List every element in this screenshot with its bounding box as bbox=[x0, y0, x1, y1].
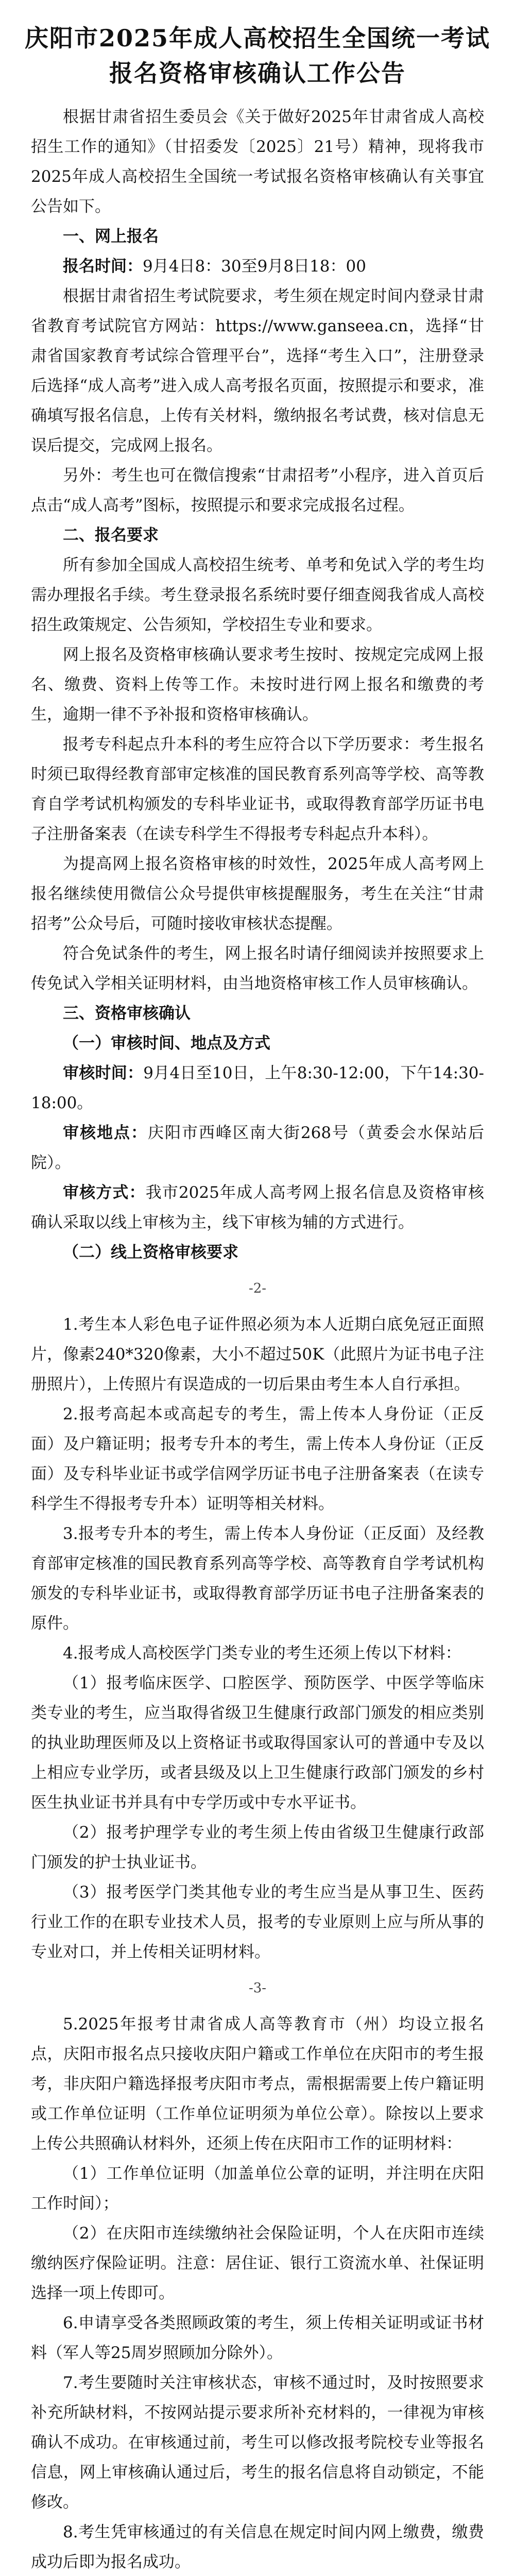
title-line-2: 报名资格审核确认工作公告 bbox=[109, 59, 406, 87]
section-1-heading: 一、网上报名 bbox=[63, 227, 159, 246]
section-2-paragraph-2: 网上报名及资格审核确认要求考生按时、按规定完成网上报名、缴费、资料上传等工作。未按时进行网上报名和缴费的考生，逾期一律不予补报和资格审核确认。 bbox=[31, 646, 484, 724]
review-time-label: 审核时间： bbox=[63, 1064, 144, 1082]
online-requirement-6: 6.申请享受各类照顾政策的考生，须上传相关证明或证书材料（军人等25周岁照顾加分除外）。 bbox=[31, 2314, 484, 2362]
online-requirement-5b: （2）在庆阳市连续缴纳社会保险证明，个人在庆阳市连续缴纳医疗保险证明。注意：居住证、银行工资流水单、社保证明选择一项上传即可。 bbox=[31, 2224, 484, 2302]
online-requirement-5: 5.2025年报考甘肃省成人高等教育市（州）均设立报名点，庆阳市报名点只接收庆阳户籍或工作单位在庆阳市的考生报考，非庆阳户籍选择报考庆阳市考点，需根据需要上传户籍证明或工作单位证明（工作单位证明须为单位公章）。除按以上要求上传公共照确认材料外，还须上传在庆阳市工作的证明材料： bbox=[31, 2015, 484, 2153]
section-2-paragraph-1: 所有参加全国成人高校招生统考、单考和免试入学的考生均需办理报名手续。考生登录报名系统时要仔细查阅我省成人高校招生政策规定、公告须知，学校招生专业和要求。 bbox=[31, 556, 484, 634]
online-requirement-5a: （1）工作单位证明（加盖单位公章的证明，并注明在庆阳工作时间）； bbox=[31, 2164, 484, 2213]
notice-title bbox=[0, 21, 515, 91]
section-2-paragraph-4: 为提高网上报名资格审核的时效性，2025年成人高考网上报名继续使用微信公众号提供审核提醒服务，考生在关注“甘肃招考”公众号后，可随时接收审核状态提醒。 bbox=[31, 855, 484, 933]
title-line-1: 庆阳市2025年成人高校招生全国统一考试 bbox=[24, 24, 491, 52]
section-2-paragraph-3: 报考专科起点升本科的考生应符合以下学历要求：考生报名时须已取得经教育部审定核准的国民教育系列高等学校、高等教育自学考试机构颁发的专科毕业证书，或取得教育部学历证书电子注册备案表（在读专科学生不得报考专科起点升本科）。 bbox=[31, 735, 484, 843]
registration-time bbox=[0, 251, 515, 281]
section-3-subheading-2: （二）线上资格审核要求 bbox=[63, 1243, 238, 1262]
page-number-2: -2- bbox=[248, 1281, 267, 1296]
online-requirement-3: 3.报考专升本的考生，需上传本人身份证（正反面）及经教育部审定核准的国民教育系列高等学校、高等教育自学考试机构颁发的专科毕业证书，或取得教育部学历证书电子注册备案表的原件。 bbox=[31, 1524, 484, 1633]
online-requirement-4: 4.报考成人高校医学门类专业的考生还须上传以下材料： bbox=[63, 1644, 461, 1663]
online-requirement-4b: （2）报考护理学专业的考生须上传由省级卫生健康行政部门颁发的护士执业证书。 bbox=[31, 1823, 484, 1872]
section-1-paragraph-1: 根据甘肃省招生考试院要求，考生须在规定时间内登录甘肃省教育考试院官方网站：https://www.ganseea.cn，选择“甘肃省国家教育考试综合管理平台”，选择“考生入口”，注册登录后选择“成人高考”进入成人高考报名页面，按照提示和要求，准确填写报名信息，上传有关材料，缴纳报名考试费，核对信息无误后提交，完成网上报名。 bbox=[31, 287, 484, 455]
online-requirement-2: 2.报考高起本或高起专的考生，需上传本人身份证（正反面）及户籍证明；报考专升本的考生，需上传本人身份证（正反面）及专科毕业证书或学信网学历证书电子注册备案表（在读专科学生不得报考专升本）证明等相关材料。 bbox=[31, 1405, 484, 1513]
online-requirement-1: 1.考生本人彩色电子证件照必须为本人近期白底免冠正面照片，像素240*320像素，大小不超过50K（此照片为证书电子注册照片），上传照片有误造成的一切后果由考生本人自行承担。 bbox=[31, 1315, 484, 1394]
section-2-heading: 二、报名要求 bbox=[63, 526, 159, 545]
online-requirement-8: 8.考生凭审核通过的有关信息在规定时间内网上缴费，缴费成功后即为报名成功。 bbox=[31, 2523, 484, 2571]
registration-time-value: 9月4日8：30至9月8日18：00 bbox=[143, 257, 366, 276]
review-place-label: 审核地点： bbox=[63, 1124, 148, 1142]
section-2-paragraph-5: 符合免试条件的考生，网上报名时请仔细阅读并按照要求上传免试入学相关证明材料，由当地资格审核工作人员审核确认。 bbox=[31, 944, 484, 993]
intro-paragraph: 根据甘肃省招生委员会《关于做好2025年甘肃省成人高校招生工作的通知》（甘招委发〔2025〕21号）精神，现将我市2025年成人高校招生全国统一考试报名资格审核确认有关事宜公告如下。 bbox=[31, 108, 484, 216]
notice-document bbox=[0, 21, 515, 2576]
review-time bbox=[0, 1058, 515, 1118]
online-requirement-7: 7.考生要随时关注审核状态，审核不通过时，及时按照要求补充所缺材料，不按网站提示要求所补充材料的，一律视为审核确认不成功。在审核通过前，考生可以修改报考院校专业等报名信息，网上审核确认通过后，考生的报名信息将自动锁定，不能修改。 bbox=[31, 2374, 484, 2512]
online-requirement-4c: （3）报考医学门类其他专业的考生应当是从事卫生、医药行业工作的在职专业技术人员，报考的专业原则上应与所从事的专业对口，并上传相关证明材料。 bbox=[31, 1883, 484, 1961]
review-method-label: 审核方式： bbox=[63, 1183, 146, 1202]
review-place-value: 庆阳市西峰区南大街268号（黄委会水保站后院）。 bbox=[31, 1124, 485, 1172]
section-1-paragraph-2: 另外：考生也可在微信搜索“甘肃招考”小程序，进入首页后点击“成人高考”图标，按照提示和要求完成报名过程。 bbox=[31, 466, 484, 515]
section-3-subheading-1: （一）审核时间、地点及方式 bbox=[63, 1034, 270, 1053]
review-place bbox=[0, 1118, 515, 1178]
page-number-3: -3- bbox=[248, 1980, 267, 1996]
registration-time-label: 报名时间： bbox=[63, 257, 143, 276]
review-method bbox=[0, 1178, 515, 1238]
review-time-value: 9月4日至10日，上午8:30-12:00，下午14:30-18:00。 bbox=[31, 1064, 484, 1112]
online-requirement-4a: （1）报考临床医学、口腔医学、预防医学、中医学等临床类专业的考生，应当取得省级卫生健康行政部门颁发的相应类别的执业助理医师及以上资格证书或取得国家认可的普通中专及以上相应专业学历，或者县级及以上卫生健康行政部门颁发的乡村医生执业证书并具有中专学历或中专水平证书。 bbox=[31, 1674, 484, 1812]
review-method-value: 我市2025年成人高考网上报名信息及资格审核确认采取以线上审核为主，线下审核为辅的方式进行。 bbox=[31, 1183, 485, 1232]
section-3-heading: 三、资格审核确认 bbox=[63, 1004, 191, 1023]
